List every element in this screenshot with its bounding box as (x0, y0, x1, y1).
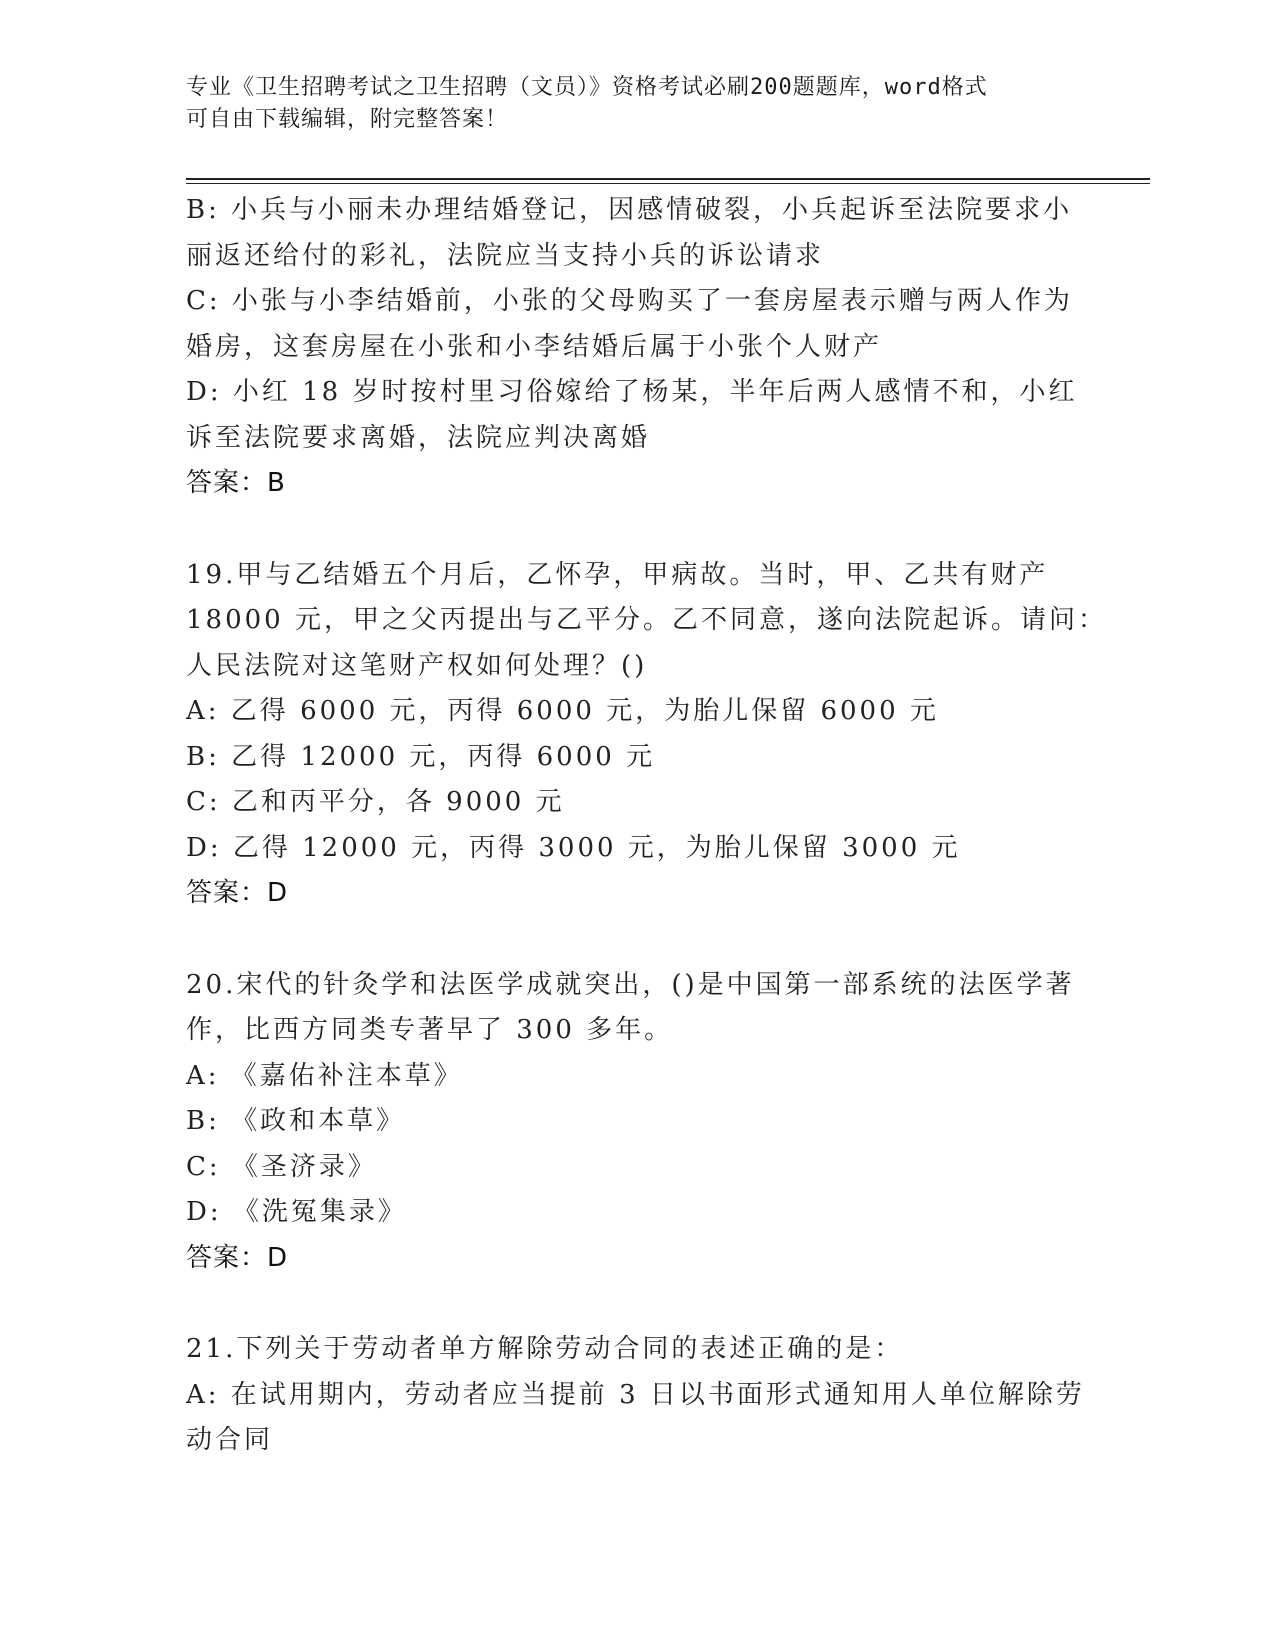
question-content (186, 188, 1107, 1464)
header-divider-thin (186, 183, 1150, 184)
question-18-block (186, 188, 1086, 507)
q20-option-c: C: 《圣济录》 (186, 1151, 377, 1182)
spacer (186, 917, 1086, 963)
header-title-line-1: 专业《卫生招聘考试之卫生招聘（文员）》资格考试必刷200题题库，word格式 (186, 75, 988, 100)
q19-stem-line-3: 人民法院对这笔财产权如何处理？() (186, 650, 648, 681)
q21-stem-line-1: 21.下列关于劳动者单方解除劳动合同的表述正确的是： (186, 1334, 904, 1364)
spacer (186, 507, 1086, 553)
document-header (186, 72, 1066, 136)
q20-stem-line-1: 20.宋代的针灸学和法医学成就突出，()是中国第一部系统的法医学著 (186, 969, 1075, 1000)
q21-option-a-line-2: 动合同 (186, 1425, 274, 1455)
q20-answer: 答案：D (186, 1242, 289, 1273)
q19-option-d: D: 乙得 12000 元，丙得 3000 元，为胎儿保留 3000 元 (186, 832, 961, 863)
q18-option-d-line-2: 诉至法院要求离婚，法院应判决离婚 (186, 422, 651, 453)
q20-stem-line-2: 作，比西方同类专著早了 300 多年。 (186, 1015, 674, 1045)
q21-option-a-line-1: A: 在试用期内，劳动者应当提前 3 日以书面形式通知用人单位解除劳 (186, 1379, 1085, 1410)
q19-option-c: C: 乙和丙平分，各 9000 元 (186, 787, 565, 817)
q18-option-b-line-2: 丽返还给付的彩礼，法院应当支持小兵的诉讼请求 (186, 240, 825, 271)
q19-option-b: B: 乙得 12000 元，丙得 6000 元 (186, 741, 656, 772)
q20-option-b: B: 《政和本草》 (186, 1106, 406, 1136)
q18-option-d-line-1: D: 小红 18 岁时按村里习俗嫁给了杨某，半年后两人感情不和，小红 (186, 377, 1078, 407)
q20-option-a: A: 《嘉佑补注本草》 (186, 1060, 463, 1091)
q18-option-c-line-1: C: 小张与小李结婚前，小张的父母购买了一套房屋表示赠与两人作为 (186, 286, 1073, 316)
q18-option-c-line-2: 婚房，这套房屋在小张和小李结婚后属于小张个人财产 (186, 331, 883, 362)
q19-stem-line-2: 18000 元，甲之父丙提出与乙平分。乙不同意，遂向法院起诉。请问： (186, 605, 1107, 635)
spacer (186, 1281, 1086, 1327)
question-21-block (186, 1327, 1086, 1464)
header-title-line-2: 可自由下载编辑，附完整答案！ (186, 107, 509, 132)
q18-answer: 答案：B (186, 468, 286, 498)
question-20-block (186, 963, 1086, 1282)
q19-stem-line-1: 19.甲与乙结婚五个月后，乙怀孕，甲病故。当时，甲、乙共有财产 (186, 559, 1049, 590)
q19-answer: 答案：D (186, 878, 289, 908)
question-19-block (186, 553, 1107, 917)
header-divider-thick (186, 178, 1150, 180)
q20-option-d: D: 《洗冤集录》 (186, 1197, 407, 1227)
q19-option-a: A: 乙得 6000 元，丙得 6000 元，为胎儿保留 6000 元 (186, 696, 939, 726)
q18-option-b-line-1: B: 小兵与小丽未办理结婚登记，因感情破裂，小兵起诉至法院要求小 (186, 195, 1073, 225)
